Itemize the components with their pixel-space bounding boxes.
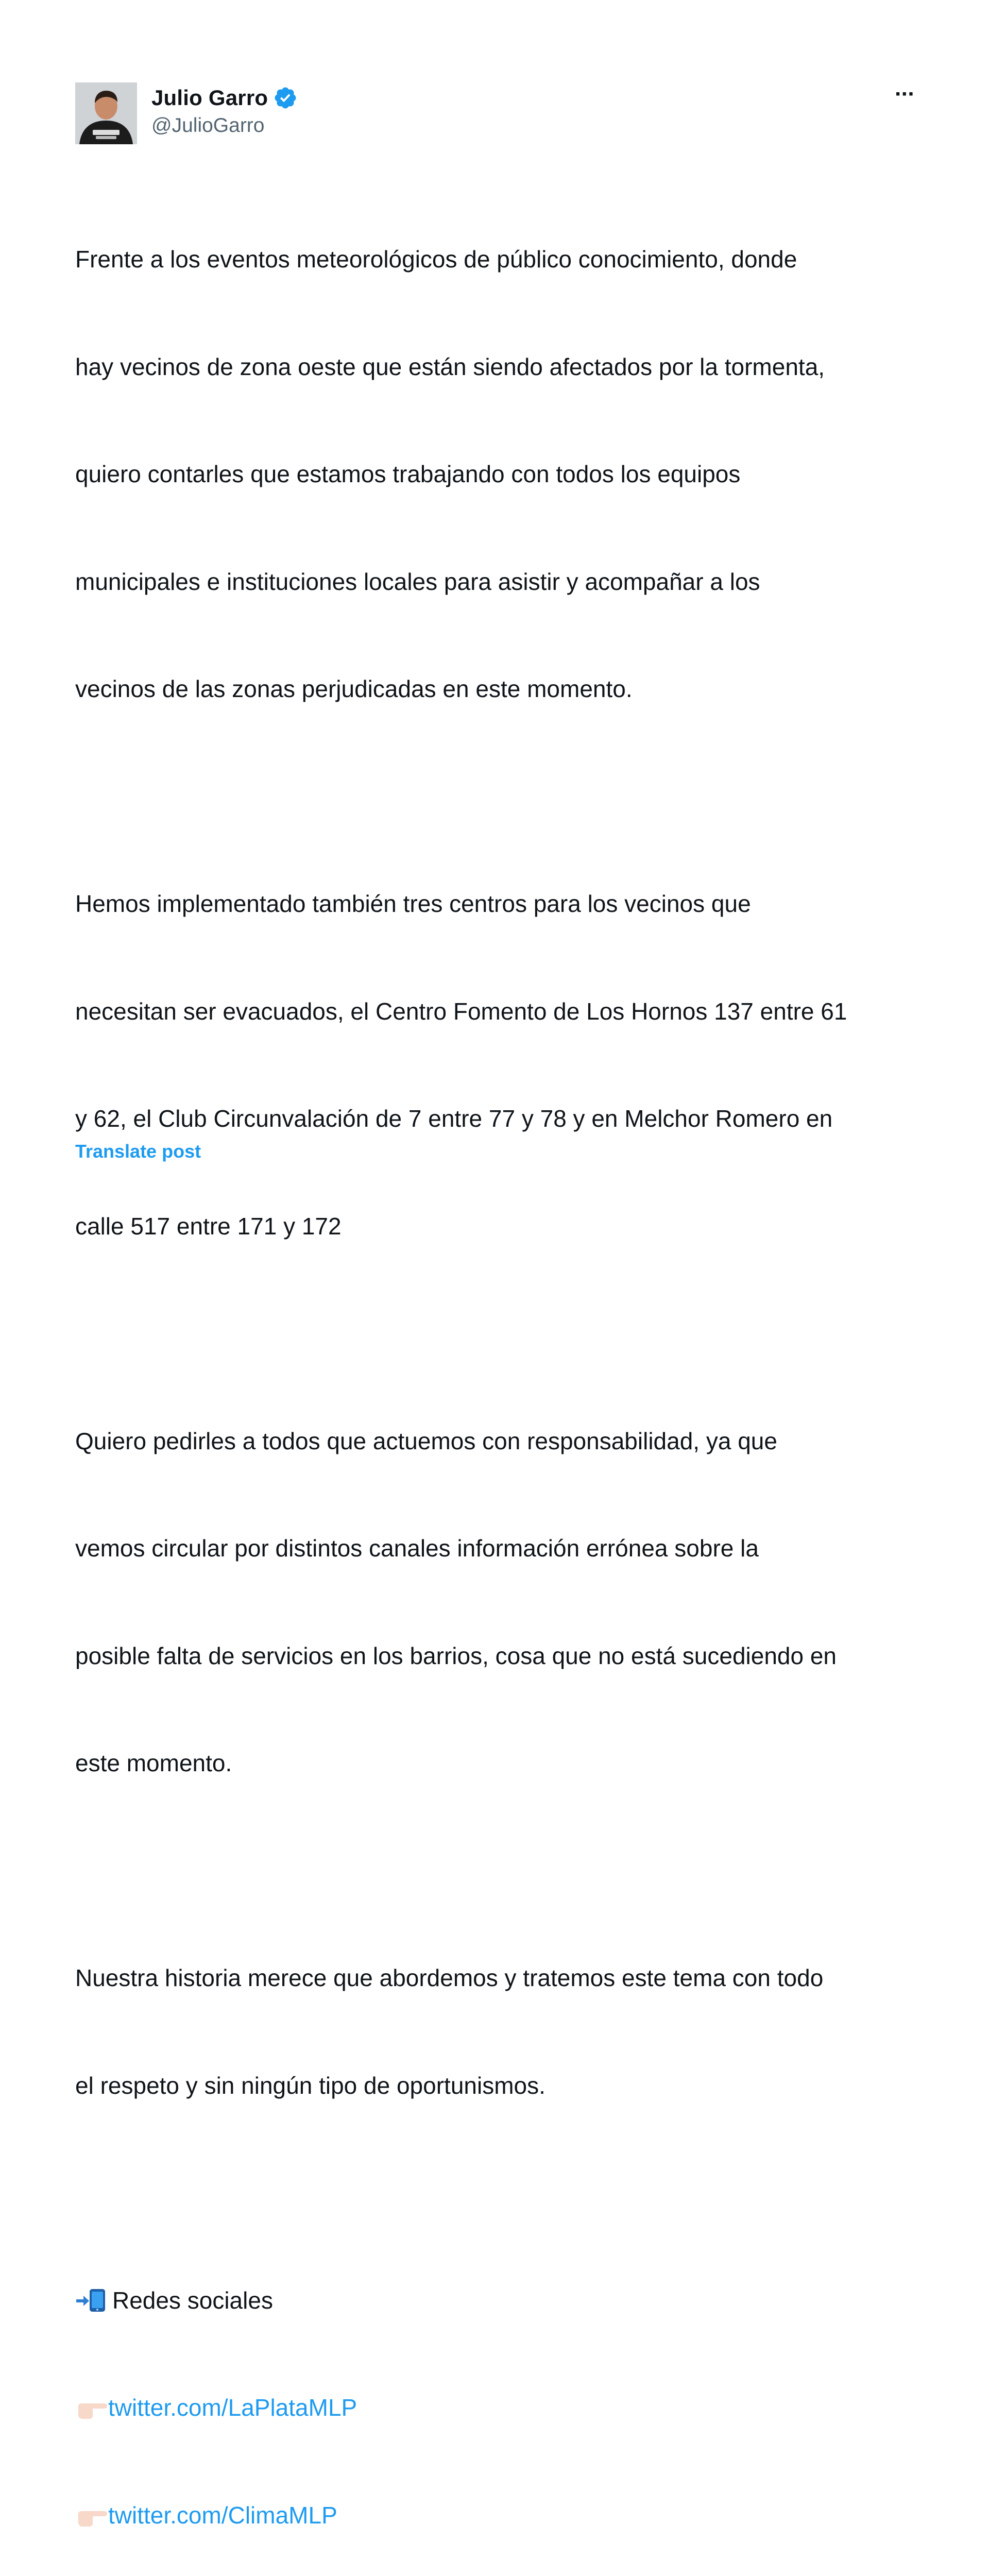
more-options-icon[interactable]: ··· xyxy=(889,87,920,107)
text-line: posible falta de servicios en los barrios, cosa que no está sucediendo en xyxy=(75,1638,930,1674)
text-line: hay vecinos de zona oeste que están siendo afectados por la tormenta, xyxy=(75,349,930,385)
text-line: y 62, el Club Circunvalación de 7 entre 77 y 78 y en Melchor Romero en xyxy=(75,1101,930,1137)
tweet-body xyxy=(75,170,930,2576)
social-link[interactable]: twitter.com/ClimaMLP xyxy=(108,2502,337,2529)
paragraph-2 xyxy=(75,815,930,1316)
paragraph-1 xyxy=(75,170,930,779)
social-heading: Redes sociales xyxy=(112,2287,273,2314)
backhand-index-pointing-right-emoji xyxy=(75,2502,108,2524)
author-display-name[interactable]: Julio Garro xyxy=(151,86,268,110)
author-names xyxy=(151,83,298,137)
avatar-image xyxy=(75,82,137,144)
tweet-card xyxy=(0,0,989,1240)
social-section xyxy=(75,2211,930,2576)
text-line: calle 517 entre 171 y 172 xyxy=(75,1209,930,1245)
backhand-index-pointing-right-emoji xyxy=(75,2394,108,2417)
social-link[interactable]: twitter.com/LaPlataMLP xyxy=(108,2394,357,2421)
display-name-row xyxy=(151,83,298,112)
social-heading-line xyxy=(75,2283,930,2319)
text-line: este momento. xyxy=(75,1745,930,1782)
text-line: quiero contarles que estamos trabajando con todos los equipos xyxy=(75,456,930,493)
avatar[interactable] xyxy=(75,82,137,144)
text-line: vemos circular por distintos canales información errónea sobre la xyxy=(75,1531,930,1567)
text-line: Quiero pedirles a todos que actuemos con responsabilidad, ya que xyxy=(75,1423,930,1460)
social-link-row xyxy=(75,2498,930,2534)
text-line: necesitan ser evacuados, el Centro Fomento de Los Hornos 137 entre 61 xyxy=(75,994,930,1030)
text-line: Hemos implementado también tres centros para los vecinos que xyxy=(75,886,930,922)
text-line: Frente a los eventos meteorológicos de público conocimiento, donde xyxy=(75,242,930,278)
translate-post-link[interactable]: Translate post xyxy=(75,1141,201,1162)
tweet-header xyxy=(75,82,920,149)
verified-badge-icon[interactable] xyxy=(273,86,298,110)
mobile-phone-arrow-emoji xyxy=(75,2287,108,2312)
paragraph-3 xyxy=(75,1352,930,1853)
author-handle[interactable]: @JulioGarro xyxy=(151,114,298,137)
paragraph-4 xyxy=(75,1889,930,2175)
text-line: municipales e instituciones locales para asistir y acompañar a los xyxy=(75,564,930,600)
text-line: vecinos de las zonas perjudicadas en este momento. xyxy=(75,671,930,707)
social-link-row xyxy=(75,2390,930,2426)
text-line: Nuestra historia merece que abordemos y tratemos este tema con todo xyxy=(75,1960,930,1996)
text-line: el respeto y sin ningún tipo de oportunismos. xyxy=(75,2068,930,2104)
